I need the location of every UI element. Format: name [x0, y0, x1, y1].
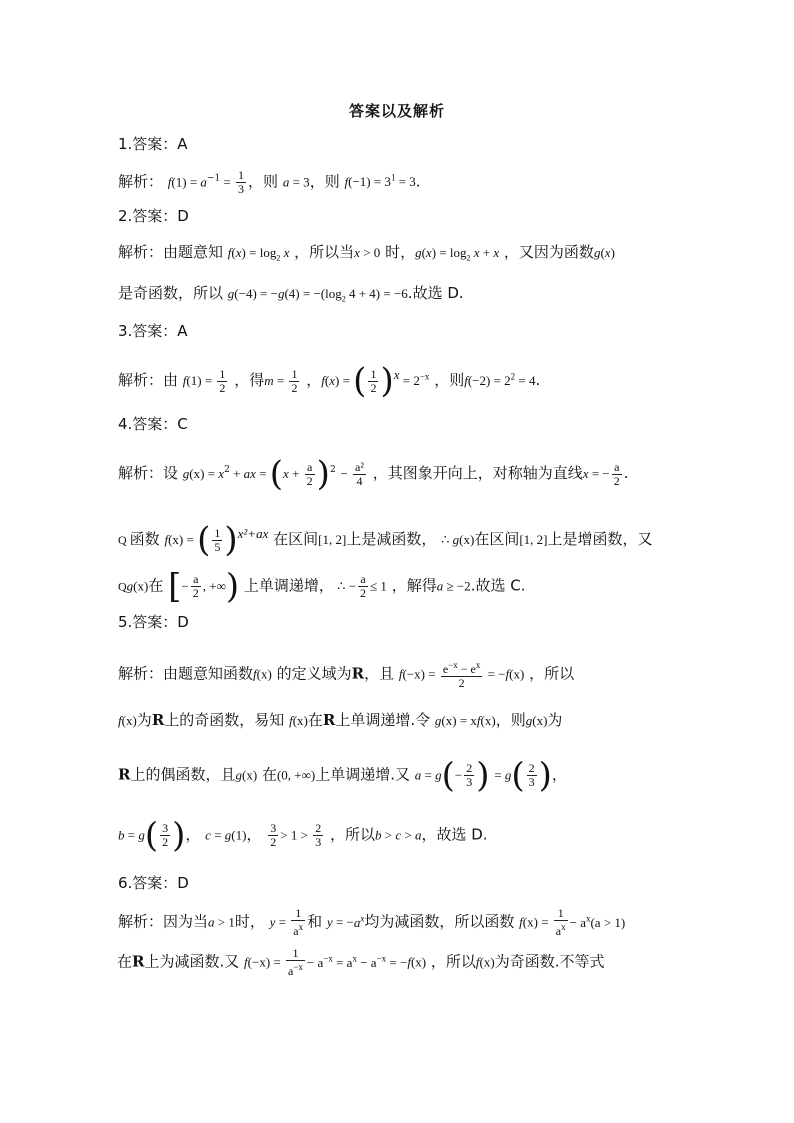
explanation-3: 解析：由 f(1) = $\frac{1}{2}$ ，得m = $\frac{1}{2}$ ，f(x) = ( $\frac{1}{2}$ )$^x = 2^{-x}$ ，则$f(-2) = 2^2 = 4$. — [118, 361, 541, 401]
explanation-2b: 是奇函数，所以 $g(-4) = -g(4) = -(\log_2$ 4 + 4) = −6.故选 D. — [118, 284, 464, 304]
explanation-5c: R上的偶函数，且g(x) 在(0, +∞)上单调递增.又 a = g(− $\frac{2}{3}$ ) = g( $\frac{2}{3}$ )， — [118, 755, 567, 796]
answer-4: 4.答案：C — [118, 415, 188, 433]
answer-3: 3.答案：A — [118, 322, 188, 340]
answer-1: 1.答案：A — [118, 135, 188, 153]
explanation-6a: 解析：因为当a > 1时， y = $\frac{1}{a^x}$ 和 $y = -a^x$均为减函数，所以函数 f(x) = $\frac{1}{a^x}$ − $a^x(a > 1)$ — [118, 906, 626, 938]
explanation-6b: 在R上为减函数.又 f(−x) = $\frac{1}{a^{-x}}$ − $a^{-x} = a^x - a^{-x} = -f(x)$ ，所以f(x)为奇函数.不等式 — [117, 946, 605, 978]
explanation-5a: 解析：由题意知函数f(x) 的定义域为R，且 f(−x) = $\frac{e^{-x} - e^x}{2}$ = −f(x) ，所以 — [118, 660, 575, 690]
explanation-4b: Q 函数 f(x) = ( $\frac{1}{5}$ )$^{x^2+ax}$ 在区间[1, 2]上是减函数， ∴ g(x)在区间[1, 2]上是增函数，又 — [118, 520, 653, 560]
explanation-4a: 解析：设 $g(x) = x^2$ + ax = (x + $\frac{a}{2}$ )$^2$ − $\frac{\text{a²}}{4}$ ，其图象开向上，对称轴为直线x = − $\frac{a}{2}$ . — [118, 454, 629, 494]
explanation-4c: Qg(x)在 [− $\frac{a}{2}$ , +∞) 上单调递增， ∴ − $\frac{a}{2}$ ≤ 1 ，解得a ≥ −2.故选 C. — [118, 566, 526, 607]
page-title: 答案以及解析 — [348, 102, 445, 120]
answer-5: 5.答案：D — [118, 613, 189, 631]
answer-6: 6.答案：D — [118, 874, 189, 892]
explanation-1: 解析： $f(1) = a^{-1}$ = $\frac{1}{3}$ ，则 a = 3，则 $f(-1) = 3^1 = 3$. — [118, 167, 421, 196]
explanation-2a: 解析：由题意知 $f(x) = \log_2 x$ ，所以当x > 0 时，$g(x) = \log_2 x + x$ ，又因为函数g(x) — [118, 243, 615, 263]
explanation-5d: b = g( $\frac{3}{2}$ )， c = g(1)， $\frac{3}{2}$ > 1 > $\frac{2}{3}$ ，所以b > c > a，故选 D. — [118, 815, 488, 856]
explanation-5b: f(x)为R上的奇函数，易知 f(x)在R上单调递增.令 g(x) = xf(x)，则g(x)为 — [118, 711, 563, 729]
answer-2: 2.答案：D — [118, 207, 189, 225]
